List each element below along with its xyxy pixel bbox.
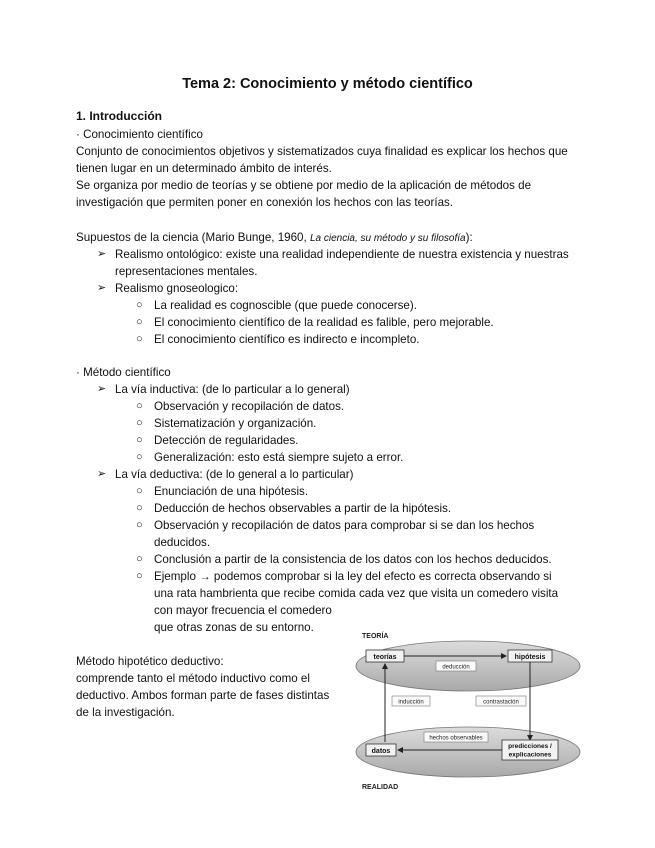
realidad-label: REALIDAD bbox=[362, 784, 399, 791]
page-title: Tema 2: Conocimiento y método científico bbox=[182, 76, 473, 92]
circle-bullet-icon: ○ bbox=[136, 553, 143, 565]
paragraph-line: tienen lugar en un determinado ámbito de interés. bbox=[76, 162, 332, 175]
paragraph-line: Se organiza por medio de teorías y se obtiene por medio de la aplicación de métodos de bbox=[76, 179, 532, 192]
bullet-text: La vía deductiva: (de lo general a lo particular) bbox=[115, 468, 354, 481]
sub-bullet-text: Sistematización y organización. bbox=[154, 417, 317, 430]
circle-bullet-icon: ○ bbox=[136, 485, 143, 497]
subheading: · Conocimiento científico bbox=[76, 128, 203, 141]
bullet-text: Realismo gnoseologico: bbox=[115, 282, 239, 295]
arrow-bullet-icon: ➢ bbox=[97, 282, 107, 294]
supuestos-lead: Supuestos de la ciencia (Mario Bunge, 1960, bbox=[76, 231, 310, 244]
sub-bullet-text: Conclusión a partir de la consistencia de los datos con los hechos deducidos. bbox=[154, 553, 552, 566]
book-title: La ciencia, su método y su filosofía bbox=[309, 233, 466, 244]
sub-bullet-text: El conocimiento científico es indirecto e incompleto. bbox=[154, 333, 420, 346]
circle-bullet-icon: ○ bbox=[136, 519, 143, 531]
teoria-label: TEORÍA bbox=[362, 633, 389, 640]
explicaciones-label: explicaciones bbox=[508, 751, 552, 759]
sub-bullet-text: Ejemplo → podemos comprobar si la ley del efecto es correcta observando si bbox=[154, 570, 552, 583]
induccion-label: inducción bbox=[398, 699, 424, 706]
hipotetico-line: Método hipotético deductivo: bbox=[76, 655, 224, 668]
paragraph-line: investigación que permiten poner en conexión los hechos con las teorías. bbox=[76, 196, 454, 209]
supuestos-tail: ): bbox=[465, 231, 473, 244]
circle-bullet-icon: ○ bbox=[136, 502, 143, 514]
datos-label: datos bbox=[371, 748, 391, 755]
paragraph-line: Conjunto de conocimientos objetivos y sistematizados cuya finalidad es explicar los hechos que bbox=[76, 145, 568, 158]
arrow-bullet-icon: ➢ bbox=[97, 248, 107, 260]
teorias-label: teorías bbox=[373, 654, 397, 661]
deduccion-label: deducción bbox=[442, 664, 470, 671]
sub-bullet-text: Observación y recopilación de datos para comprobar si se dan los hechos bbox=[154, 519, 535, 532]
hipotetico-line: de la investigación. bbox=[76, 706, 175, 719]
sub-bullet-text: Enunciación de una hipótesis. bbox=[154, 485, 309, 498]
sub-bullet-text: que otras zonas de su entorno. bbox=[154, 621, 314, 634]
predicciones-label: predicciones / bbox=[508, 743, 552, 750]
hipotetico-line: deductivo. Ambos forman parte de fases distintas bbox=[76, 689, 330, 702]
hipotetico-line: comprende tanto el método inductivo como el bbox=[76, 672, 310, 685]
sub-bullet-text: con mayor frecuencia el comedero bbox=[154, 604, 332, 617]
sub-bullet-text: Generalización: esto está siempre sujeto a error. bbox=[154, 451, 404, 464]
circle-bullet-icon: ○ bbox=[136, 299, 143, 311]
sub-bullet-text: una rata hambrienta que recibe comida cada vez que visita un comedero visita bbox=[154, 587, 559, 600]
bullet-text: La vía inductiva: (de lo particular a lo general) bbox=[115, 383, 350, 396]
circle-bullet-icon: ○ bbox=[136, 417, 143, 429]
bullet-text: Realismo ontológico: existe una realidad independiente de nuestra existencia y nuestras bbox=[115, 248, 569, 261]
scientific-method-diagram bbox=[352, 628, 584, 794]
contrastacion-label: contrastación bbox=[483, 699, 519, 706]
supuestos-line bbox=[76, 229, 473, 247]
circle-bullet-icon: ○ bbox=[136, 400, 143, 412]
bullet-text: representaciones mentales. bbox=[115, 265, 258, 278]
sub-bullet-text: La realidad es cognoscible (que puede conocerse). bbox=[154, 299, 417, 312]
section-heading: 1. Introducción bbox=[76, 109, 163, 123]
circle-bullet-icon: ○ bbox=[136, 570, 143, 582]
sub-bullet-text: Observación y recopilación de datos. bbox=[154, 400, 345, 413]
circle-bullet-icon: ○ bbox=[136, 316, 143, 328]
circle-bullet-icon: ○ bbox=[136, 451, 143, 463]
arrow-bullet-icon: ➢ bbox=[97, 468, 107, 480]
arrow-bullet-icon: ➢ bbox=[97, 383, 107, 395]
circle-bullet-icon: ○ bbox=[136, 333, 143, 345]
sub-bullet-text: El conocimiento científico de la realidad es falible, pero mejorable. bbox=[154, 316, 494, 329]
sub-bullet-text: Detección de regularidades. bbox=[154, 434, 299, 447]
hipotesis-label: hipótesis bbox=[514, 654, 546, 661]
sub-bullet-text: deducidos. bbox=[154, 536, 211, 549]
hechos-label: hechos observables bbox=[429, 735, 483, 742]
circle-bullet-icon: ○ bbox=[136, 434, 143, 446]
subheading: · Método científico bbox=[76, 366, 171, 379]
sub-bullet-text: Deducción de hechos observables a partir de la hipótesis. bbox=[154, 502, 452, 515]
